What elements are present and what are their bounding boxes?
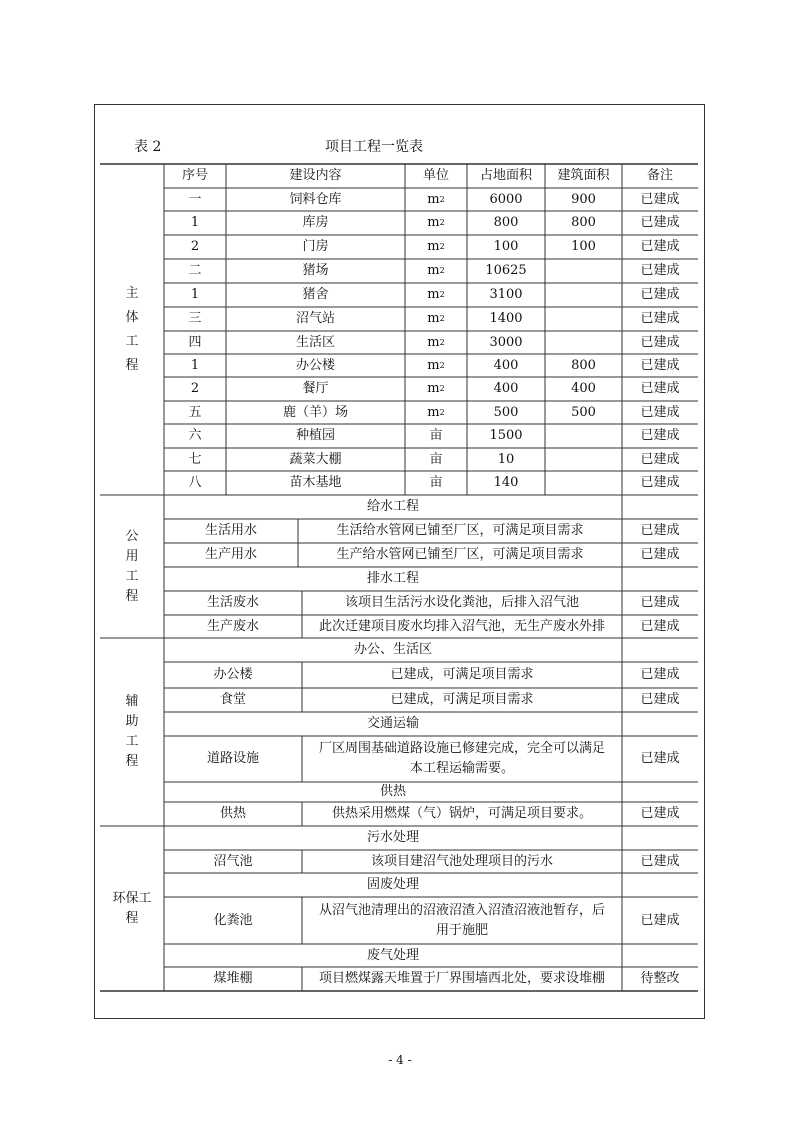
row-unit: m 2 [427, 357, 445, 373]
row-no: 七 [188, 451, 202, 467]
row-content: 饲料仓库 [289, 191, 342, 207]
item-name: 生活用水 [204, 523, 257, 538]
item-name: 道路设施 [206, 751, 259, 766]
row-content: 蔬菜大棚 [289, 451, 342, 467]
row-area: 500 [493, 404, 519, 420]
row-no: 三 [188, 311, 202, 326]
row-build-area: 100 [571, 239, 596, 254]
row-content: 猪场 [302, 263, 329, 278]
header-cell: 建设内容 [289, 168, 342, 183]
row-content: 苗木基地 [289, 475, 342, 490]
row-area: 400 [493, 381, 519, 396]
row-no: 2 [190, 239, 200, 254]
row-no: 1 [190, 357, 200, 373]
row-area: 3000 [489, 334, 523, 350]
row-build-area [545, 307, 622, 331]
item-name: 食堂 [219, 692, 246, 707]
header-cell: 备注 [646, 168, 673, 183]
row-unit: m 2 [427, 215, 445, 230]
section-header-exhaust: 废气处理 [366, 947, 419, 963]
header-cell: 序号 [181, 168, 208, 183]
group-label-char: 程 [125, 357, 139, 373]
row-build-area [545, 331, 622, 354]
row-note: 已建成 [640, 428, 680, 443]
item-note: 已建成 [640, 692, 680, 707]
row-build-area: 800 [571, 215, 596, 230]
row-note: 已建成 [640, 404, 680, 420]
section-header-sewage: 污水处理 [366, 830, 419, 845]
group-label-char: 体 [125, 309, 139, 325]
item-name: 化粪池 [213, 912, 253, 928]
row-note: 已建成 [640, 215, 680, 230]
row-no: 1 [190, 215, 200, 230]
row-area: 1500 [489, 428, 523, 443]
row-note: 已建成 [640, 475, 680, 490]
row-note: 已建成 [640, 239, 680, 254]
item-name: 供热 [219, 806, 246, 821]
row-build-area: 900 [571, 191, 596, 207]
row-area: 800 [493, 215, 519, 230]
row-unit: 亩 [429, 475, 443, 490]
item-name: 煤堆棚 [213, 971, 253, 986]
item-desc: 从沼气池清理出的沼液沼渣入沼渣沼液池暂存，后 用于施肥 [318, 902, 605, 938]
row-build-area: 800 [571, 357, 596, 373]
row-note: 已建成 [640, 287, 680, 302]
row-area: 1400 [489, 311, 523, 326]
row-no: 五 [188, 404, 202, 420]
row-note: 已建成 [640, 191, 680, 207]
item-note: 已建成 [640, 751, 680, 766]
row-note: 已建成 [640, 334, 680, 350]
item-desc: 已建成，可满足项目需求 [390, 692, 534, 707]
row-no: 四 [188, 334, 202, 350]
item-name: 办公楼 [213, 667, 253, 682]
group-label-char: 主 [125, 285, 139, 301]
row-content: 库房 [302, 215, 329, 230]
group-label-aux [100, 638, 164, 826]
group-label-char: 用 [125, 548, 139, 564]
item-note: 待整改 [640, 971, 680, 986]
table-title: 项目工程一览表 [325, 139, 423, 155]
item-note: 已建成 [640, 547, 680, 562]
row-content: 生活区 [295, 334, 335, 350]
row-unit: m 2 [427, 263, 445, 278]
row-area: 100 [493, 239, 519, 254]
section-header-drainage: 排水工程 [366, 571, 419, 586]
row-area: 400 [493, 357, 519, 373]
row-no: 2 [190, 381, 200, 396]
item-note: 已建成 [640, 667, 680, 682]
row-no: 1 [190, 287, 200, 302]
row-unit: m 2 [427, 239, 445, 254]
group-label-line: 环保工 [112, 890, 152, 906]
row-build-area [545, 448, 622, 471]
group-label-main [100, 164, 164, 495]
row-note: 已建成 [640, 311, 680, 326]
item-name: 生产用水 [204, 547, 257, 562]
item-name: 沼气池 [213, 853, 253, 869]
item-desc: 生活给水管网已铺至厂区，可满足项目需求 [336, 523, 584, 538]
table-number: 表 2 [134, 139, 162, 155]
group-label-char: 程 [125, 754, 139, 769]
row-build-area [545, 283, 622, 307]
item-name: 生活废水 [206, 595, 259, 610]
page-number: - 4 - [388, 1053, 412, 1067]
row-build-area [545, 471, 622, 495]
row-no: 六 [188, 428, 202, 443]
item-desc: 已建成，可满足项目需求 [390, 667, 534, 682]
group-label-char: 工 [125, 333, 139, 349]
section-header-traffic: 交通运输 [366, 716, 419, 731]
row-build-area [545, 259, 622, 283]
row-unit: m 2 [427, 404, 445, 420]
row-content: 餐厅 [302, 381, 329, 396]
group-label-char: 辅 [125, 694, 139, 709]
row-content: 鹿（羊）场 [282, 404, 348, 420]
row-unit: m 2 [427, 191, 445, 207]
item-note: 已建成 [640, 912, 680, 928]
item-desc: 该项目建沼气池处理项目的污水 [370, 853, 553, 869]
item-note: 已建成 [640, 595, 680, 610]
row-content: 沼气站 [295, 311, 335, 326]
row-content: 办公楼 [295, 357, 335, 373]
row-note: 已建成 [640, 357, 680, 373]
item-desc: 项目燃煤露天堆置于厂界围墙西北处，要求设堆棚 [318, 971, 605, 986]
row-note: 已建成 [640, 451, 680, 467]
row-content: 猪舍 [302, 287, 329, 302]
row-unit: m 2 [427, 287, 445, 302]
item-desc: 该项目生活污水设化粪池，后排入沼气池 [344, 595, 579, 610]
row-build-area: 400 [571, 381, 596, 396]
group-label-char: 助 [125, 714, 139, 729]
header-cell: 单位 [422, 168, 449, 183]
item-desc: 供热采用燃煤（气）锅炉，可满足项目要求。 [331, 806, 592, 821]
group-label-public [100, 495, 164, 638]
section-header-heating: 供热 [379, 784, 406, 799]
row-content: 种植园 [295, 428, 335, 443]
row-content: 门房 [302, 239, 329, 254]
section-header-solid-waste: 固废处理 [366, 877, 419, 892]
row-no: 一 [188, 191, 202, 207]
item-name: 生产废水 [206, 618, 259, 634]
header-cell: 建筑面积 [557, 168, 610, 183]
group-label-char: 工 [125, 568, 139, 584]
row-build-area [545, 424, 622, 448]
row-note: 已建成 [640, 381, 680, 396]
row-area: 10 [497, 451, 515, 467]
row-area: 10625 [485, 263, 527, 278]
item-note: 已建成 [640, 806, 680, 821]
group-label-char: 工 [125, 734, 139, 749]
row-unit: 亩 [429, 428, 443, 443]
row-unit: m 2 [427, 381, 445, 396]
row-area: 3100 [489, 287, 523, 302]
row-unit: 亩 [429, 451, 443, 467]
item-note: 已建成 [640, 523, 680, 538]
header-cell: 占地面积 [479, 168, 532, 183]
row-no: 八 [188, 475, 202, 490]
item-note: 已建成 [640, 853, 680, 869]
row-unit: m 2 [427, 334, 445, 350]
item-desc: 此次迁建项目废水均排入沼气池，无生产废水外排 [318, 618, 605, 634]
item-desc: 生产给水管网已铺至厂区，可满足项目需求 [336, 547, 584, 562]
row-build-area: 500 [571, 404, 596, 420]
item-desc: 厂区周围基础道路设施已修建完成，完全可以满足 本工程运输需要。 [318, 741, 605, 776]
row-note: 已建成 [640, 263, 680, 278]
item-note: 已建成 [640, 618, 680, 634]
group-label-env [100, 826, 164, 991]
row-no: 二 [188, 263, 202, 278]
group-label-char: 程 [125, 588, 139, 604]
row-unit: m 2 [427, 311, 445, 326]
group-label-char: 公 [125, 528, 139, 544]
section-header-water-supply: 给水工程 [366, 499, 419, 514]
section-header-office: 办公、生活区 [353, 642, 432, 657]
group-label-line: 程 [125, 910, 139, 926]
row-area: 140 [493, 475, 519, 490]
row-area: 6000 [489, 191, 523, 207]
